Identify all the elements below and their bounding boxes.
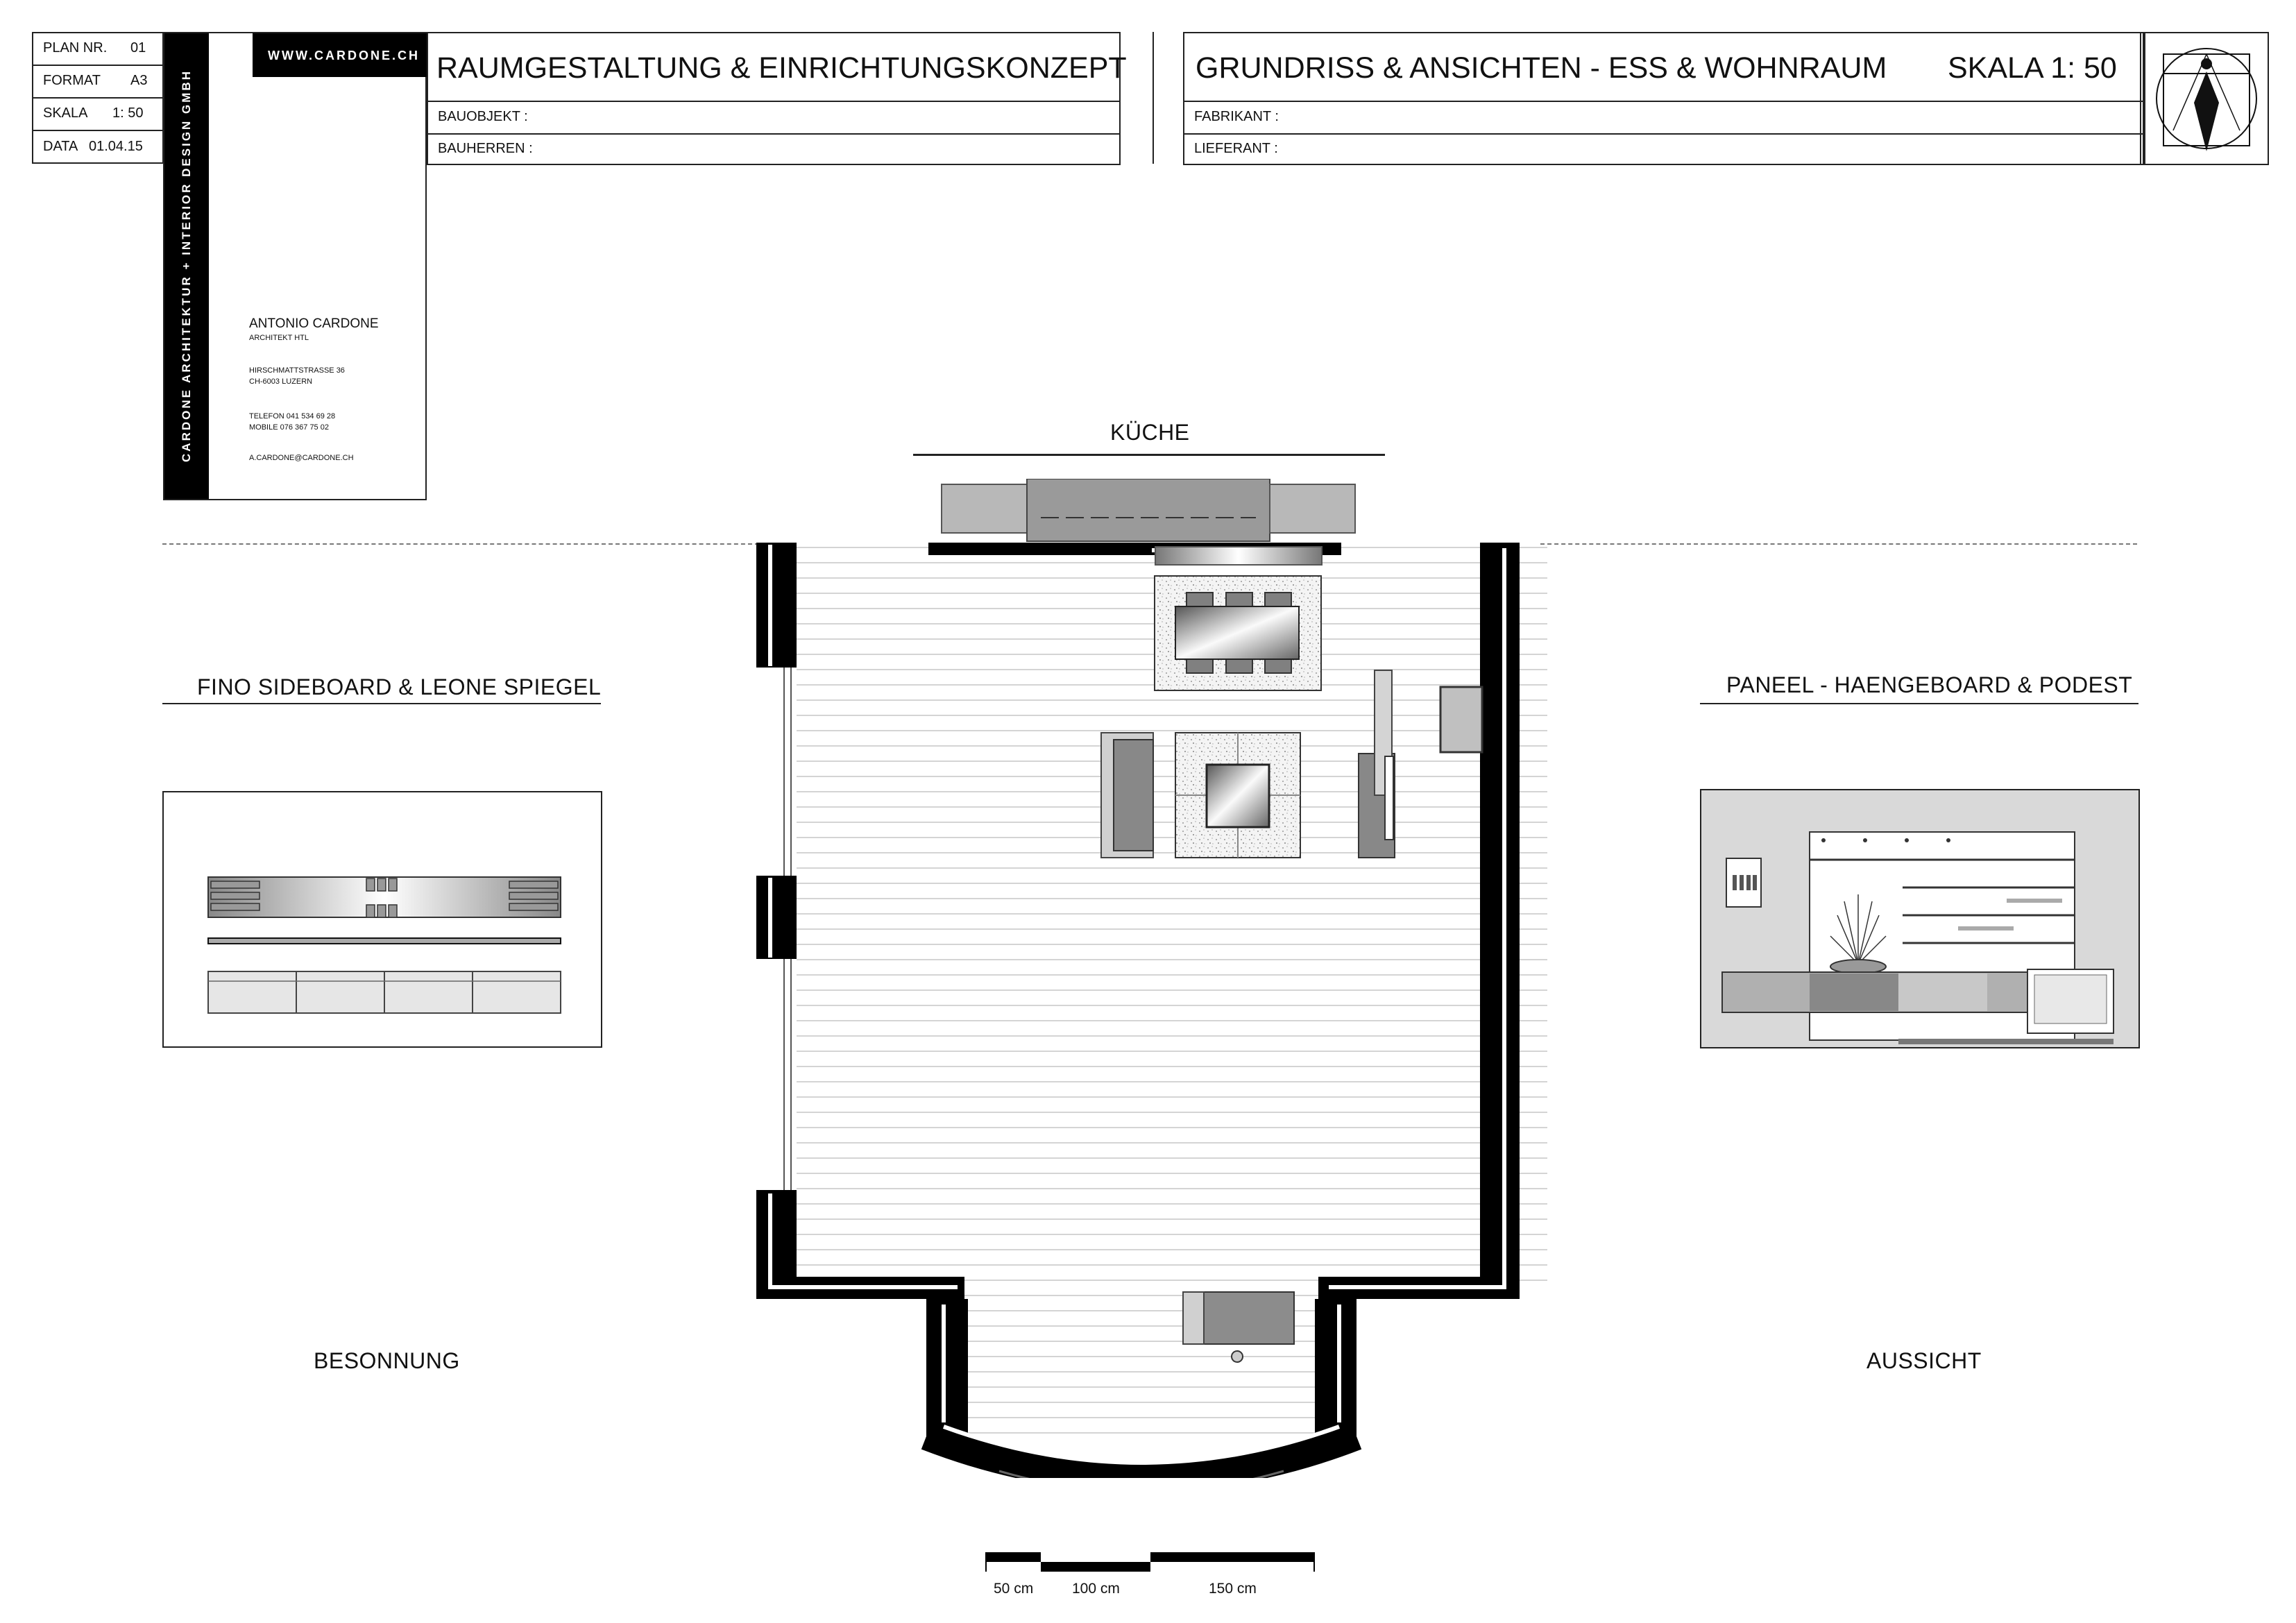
title-stamp bbox=[32, 32, 164, 164]
bauherren-label: BAUHERREN : bbox=[438, 141, 533, 156]
stamp-scale-label: SKALA bbox=[43, 105, 88, 121]
floor-plan bbox=[756, 479, 1547, 1478]
reference-axis-left bbox=[162, 543, 759, 545]
right-elevation bbox=[1700, 789, 2140, 1048]
website-text: WWW.CARDONE.CH bbox=[268, 49, 420, 62]
left-elevation bbox=[162, 791, 602, 1048]
fino-sideboard bbox=[208, 971, 561, 1013]
fabrikant-label: FABRIKANT : bbox=[1194, 109, 1279, 124]
kitchen-underline bbox=[913, 454, 1385, 456]
phone: TELEFON 041 534 69 28 bbox=[249, 412, 336, 420]
sofa-left bbox=[1101, 733, 1153, 858]
floor-lamp bbox=[1232, 1351, 1243, 1362]
scale-label-50: 50 cm bbox=[994, 1581, 1034, 1597]
mobile: MOBILE 076 367 75 02 bbox=[249, 423, 329, 432]
besonnung-label: BESONNUNG bbox=[314, 1348, 460, 1373]
architect-name: ANTONIO CARDONE bbox=[249, 316, 379, 331]
company-card bbox=[163, 32, 427, 500]
header-left-title: RAUMGESTALTUNG & EINRICHTUNGSKONZEPT bbox=[436, 51, 1127, 85]
email: A.CARDONE@CARDONE.CH bbox=[249, 454, 354, 462]
stamp-date-label: DATA bbox=[43, 139, 78, 154]
bauobjekt-label: BAUOBJEKT : bbox=[438, 109, 528, 124]
architect-role: ARCHITEKT HTL bbox=[249, 334, 309, 342]
stamp-plan-label: PLAN NR. bbox=[43, 40, 108, 56]
left-elevation-underline bbox=[162, 703, 601, 704]
address-street: HIRSCHMATTSTRASSE 36 bbox=[249, 366, 345, 375]
scale-bar bbox=[985, 1552, 1315, 1573]
podest bbox=[1898, 1039, 2114, 1044]
kitchen-counter bbox=[942, 479, 1355, 541]
scale-label-150: 150 cm bbox=[1209, 1581, 1257, 1597]
aussicht-label: AUSSICHT bbox=[1866, 1348, 1982, 1373]
header-divider bbox=[1153, 32, 1154, 164]
address-city: CH-6003 LUZERN bbox=[249, 377, 313, 386]
scale-text: SKALA 1: 50 bbox=[1948, 51, 2117, 85]
dining-table bbox=[1175, 606, 1299, 659]
company-banner-text: CARDONE ARCHITEKTUR + INTERIOR DESIGN GMBH bbox=[180, 69, 193, 462]
header-left bbox=[427, 32, 1127, 165]
kitchen-label: KÜCHE bbox=[1110, 420, 1190, 445]
coffee-table bbox=[1207, 765, 1269, 827]
stamp-date-value: 01.04.15 bbox=[89, 139, 143, 154]
logo-box bbox=[2144, 32, 2269, 165]
scale-label-100: 100 cm bbox=[1072, 1581, 1120, 1597]
lieferant-label: LIEFERANT : bbox=[1194, 141, 1278, 156]
reference-axis-right bbox=[1540, 543, 2137, 545]
stamp-format-value: A3 bbox=[130, 73, 148, 88]
right-elevation-underline bbox=[1700, 703, 2138, 704]
stamp-plan-value: 01 bbox=[130, 40, 146, 56]
header-right-title: GRUNDRISS & ANSICHTEN - ESS & WOHNRAUM bbox=[1196, 51, 1887, 85]
left-elevation-title: FINO SIDEBOARD & LEONE SPIEGEL bbox=[197, 674, 602, 699]
website-badge bbox=[253, 33, 427, 77]
right-elevation-title: PANEEL - HAENGEBOARD & PODEST bbox=[1726, 672, 2133, 697]
header-right bbox=[1183, 32, 2144, 165]
vitruvian-logo bbox=[2145, 33, 2268, 164]
stamp-format-label: FORMAT bbox=[43, 73, 101, 88]
company-banner bbox=[164, 33, 209, 499]
chimney bbox=[1440, 687, 1482, 752]
stamp-scale-value: 1: 50 bbox=[112, 105, 144, 121]
bay-sofa bbox=[1183, 1292, 1294, 1344]
